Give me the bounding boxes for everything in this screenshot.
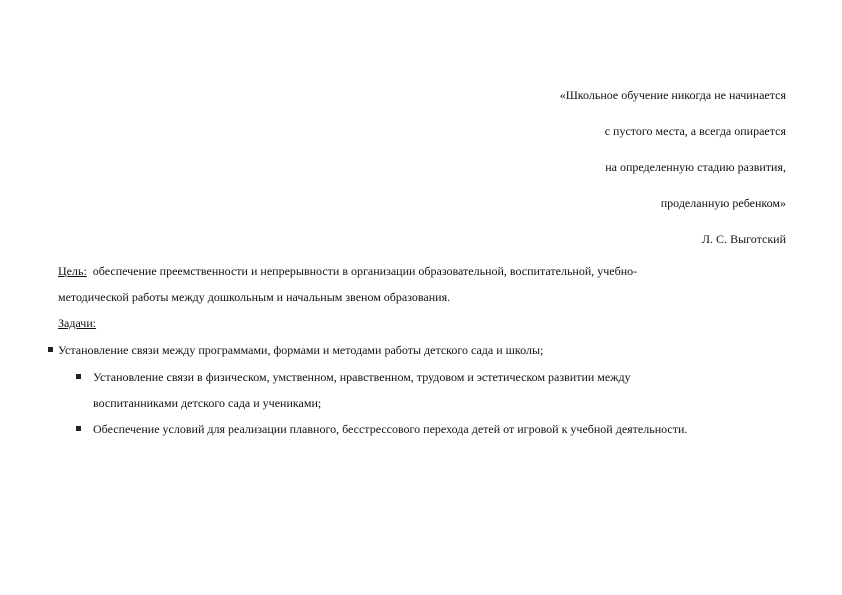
- epigraph-line: проделанную ребенком»: [660, 196, 786, 210]
- tasks-heading: [58, 316, 96, 330]
- tasks-label: Задачи:: [58, 316, 97, 330]
- list-item-text: Установление связи между программами, формами и методами работы детского сада и школы;: [58, 343, 544, 357]
- list-item: [76, 422, 687, 436]
- list-item: [48, 343, 543, 357]
- epigraph-line: на определенную стадию развития,: [605, 160, 786, 174]
- goal-line-1: [58, 264, 778, 290]
- goal-paragraph: [58, 264, 778, 316]
- epigraph-line: «Школьное обучение никогда не начинается: [559, 88, 786, 102]
- epigraph: [560, 88, 786, 252]
- list-item-text: Обеспечение условий для реализации плавного, бесстрессового перехода детей от игровой к учебной деятельности.: [93, 422, 688, 436]
- square-bullet-icon: [48, 347, 53, 352]
- goal-text-2: методической работы между дошкольным и начальным звеном образования.: [58, 290, 451, 304]
- list-item-continuation: воспитанниками детского сада и учениками;: [93, 396, 322, 410]
- square-bullet-icon: [76, 426, 81, 431]
- square-bullet-icon: [76, 374, 81, 379]
- epigraph-line: с пустого места, а всегда опирается: [604, 124, 786, 138]
- goal-text-1: обеспечение преемственности и непрерывности в организации образовательной, воспитательной, учебно-: [86, 264, 638, 278]
- epigraph-author: Л. С. Выготский: [701, 232, 786, 246]
- list-item-text: Установление связи в физическом, умственном, нравственном, трудовом и эстетическом развитии между: [93, 370, 631, 384]
- list-item: [76, 370, 631, 384]
- goal-label: Цель:: [58, 264, 87, 278]
